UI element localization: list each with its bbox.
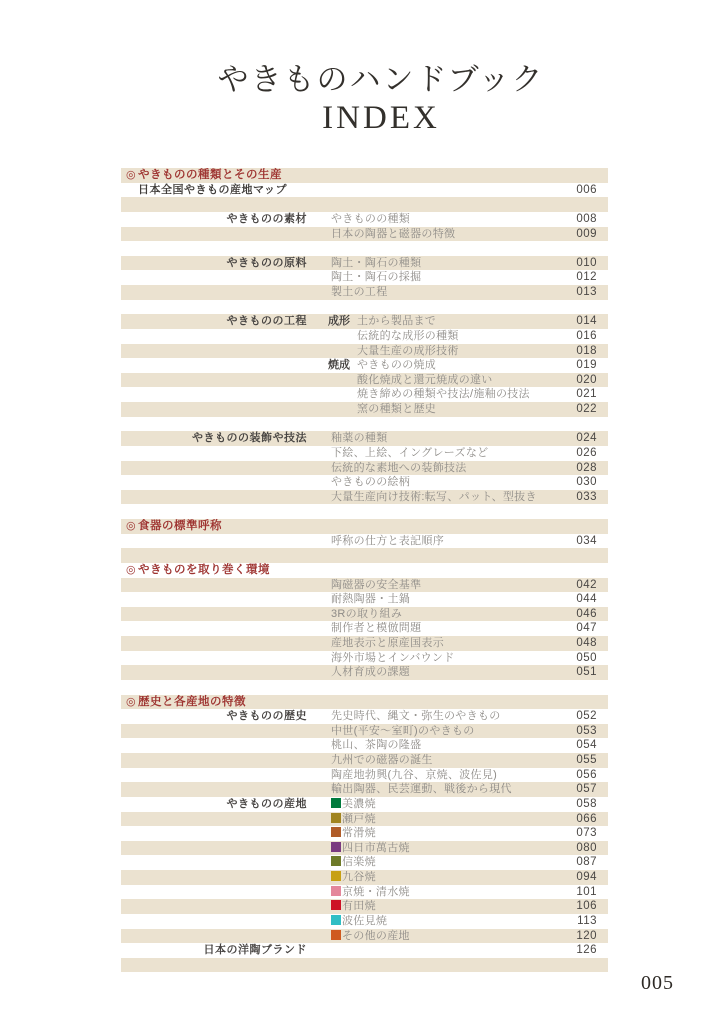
entry-title: やきものの種類 — [331, 212, 411, 225]
category-label: やきものの産地 — [226, 797, 307, 810]
entry-title: やきものの焼成 — [357, 359, 437, 372]
entry-page-number: 018 — [576, 344, 597, 357]
toc-entry-row — [121, 431, 608, 446]
entry-title: やきものの絵柄 — [331, 476, 411, 489]
toc-entry-row — [121, 285, 608, 300]
toc-entry-row — [121, 855, 608, 870]
entry-title: 産地表示と原産国表示 — [331, 637, 444, 649]
entry-title: 大量生産の成形技術 — [357, 344, 459, 357]
toc-entry-row — [121, 709, 608, 724]
toc-section-row — [121, 519, 608, 534]
toc-entry-row — [121, 402, 608, 417]
entry-title: 美濃焼 — [331, 797, 376, 812]
entry-title: 日本の陶器と磁器の特徴 — [331, 227, 456, 240]
entry-title: 海外市場とインバウンド — [331, 651, 455, 664]
entry-page-number: 030 — [576, 476, 597, 489]
entry-page-number: 073 — [576, 827, 597, 840]
toc-entry-row — [121, 227, 608, 242]
toc-entry-row — [121, 636, 608, 651]
entry-title: 先史時代、縄文・弥生のやきもの — [331, 710, 501, 723]
region-color-swatch-icon — [331, 871, 341, 881]
entry-page-number: 080 — [576, 841, 597, 854]
entry-title: 制作者と模倣問題 — [331, 622, 422, 635]
toc-entry-row — [121, 651, 608, 666]
entry-page-number: 056 — [576, 768, 597, 781]
entry-title: 釉薬の種類 — [331, 432, 388, 445]
entry-page-number: 087 — [576, 856, 597, 869]
entry-page-number: 053 — [576, 724, 597, 737]
entry-title: 土から製品まで — [357, 315, 437, 328]
toc-section-row — [121, 695, 608, 710]
toc-entry-row — [121, 358, 608, 373]
category-label: やきものの工程 — [226, 315, 307, 328]
entry-title: 信楽焼 — [331, 855, 376, 870]
section-title: 歴史と各産地の特徴 — [138, 695, 246, 708]
entry-title: 輸出陶器、民芸運動、戦後から現代 — [331, 783, 512, 796]
double-circle-bullet-icon: ◎ — [126, 563, 136, 576]
region-color-swatch-icon — [331, 886, 341, 896]
entry-title: 九谷焼 — [331, 870, 376, 885]
region-color-swatch-icon — [331, 798, 341, 808]
entry-page-number: 048 — [576, 637, 597, 649]
entry-title: 陶産地勃興(九谷、京焼、波佐見) — [331, 768, 498, 781]
section-title: やきものの種類とその生産 — [138, 169, 282, 181]
entry-title: 常滑焼 — [331, 826, 376, 841]
entry-page-number: 051 — [576, 666, 597, 679]
entry-page-number: 046 — [576, 607, 597, 620]
toc-spacer-row — [121, 417, 608, 432]
entry-page-number: 028 — [576, 461, 597, 474]
entry-page-number: 120 — [576, 929, 597, 942]
region-color-swatch-icon — [331, 813, 341, 823]
entry-title: 下絵、上絵、イングレーズなど — [331, 446, 489, 459]
toc-entry-row — [121, 329, 608, 344]
entry-title: 大量生産向け技術:転写、パット、型抜き — [331, 490, 537, 503]
book-title: やきものハンドブック — [217, 62, 545, 97]
toc-entry-row — [121, 461, 608, 476]
toc-entry-row — [121, 797, 608, 812]
toc-spacer-row — [121, 548, 608, 563]
toc-entry-row — [121, 943, 608, 958]
entry-title: 呼称の仕方と表記順序 — [331, 534, 444, 547]
toc-spacer-row — [121, 197, 608, 212]
entry-page-number: 019 — [576, 359, 597, 372]
entry-title: 窯の種類と歴史 — [357, 403, 437, 415]
toc-spacer-row — [121, 958, 608, 973]
toc-entry-row — [121, 534, 608, 549]
entry-page-number: 026 — [576, 446, 597, 459]
entry-page-number: 044 — [576, 593, 597, 606]
toc-entry-row — [121, 475, 608, 490]
entry-title: 製土の工程 — [331, 286, 388, 298]
toc-entry-row — [121, 738, 608, 753]
table-of-contents — [121, 168, 608, 972]
double-circle-bullet-icon: ◎ — [126, 169, 136, 181]
category-label: やきものの装飾や技法 — [192, 432, 307, 445]
toc-spacer-row — [121, 300, 608, 315]
entry-title: 伝統的な成形の種類 — [357, 329, 459, 342]
toc-entry-row — [121, 870, 608, 885]
entry-page-number: 024 — [576, 432, 597, 445]
region-color-swatch-icon — [331, 915, 341, 925]
double-circle-bullet-icon: ◎ — [126, 695, 136, 708]
entry-title: 人材育成の課題 — [331, 666, 411, 679]
entry-page-number: 006 — [576, 183, 597, 196]
entry-page-number: 126 — [576, 944, 597, 957]
entry-page-number: 033 — [576, 490, 597, 503]
toc-entry-row — [121, 782, 608, 797]
region-color-swatch-icon — [331, 930, 341, 940]
toc-spacer-row — [121, 241, 608, 256]
category-label: やきものの歴史 — [226, 710, 307, 723]
toc-entry-row — [121, 256, 608, 271]
index-heading: INDEX — [322, 100, 440, 136]
entry-title: 耐熱陶器・土鍋 — [331, 593, 411, 606]
entry-title: 陶磁器の安全基準 — [331, 578, 422, 591]
section-title: やきものを取り巻く環境 — [138, 563, 270, 576]
toc-entry-row — [121, 885, 608, 900]
entry-page-number: 042 — [576, 578, 597, 591]
entry-page-number: 020 — [576, 373, 597, 386]
page-number: 005 — [641, 972, 674, 994]
toc-entry-row — [121, 578, 608, 593]
toc-entry-row — [121, 753, 608, 768]
entry-title: 陶土・陶石の採掘 — [331, 271, 422, 284]
entry-label: 日本全国やきもの産地マップ — [138, 183, 288, 196]
book-title-block — [20, 60, 722, 136]
entry-page-number: 050 — [576, 651, 597, 664]
entry-page-number: 012 — [576, 271, 597, 284]
toc-entry-row — [121, 929, 608, 944]
entry-title: 伝統的な素地への装飾技法 — [331, 461, 467, 474]
entry-title: 陶土・陶石の種類 — [331, 256, 422, 269]
entry-page-number: 058 — [576, 797, 597, 810]
category-label: やきものの原料 — [226, 256, 307, 269]
entry-page-number: 034 — [576, 534, 597, 547]
region-color-swatch-icon — [331, 827, 341, 837]
entry-title: 九州での磁器の誕生 — [331, 754, 433, 766]
entry-page-number: 055 — [576, 754, 597, 766]
toc-spacer-row — [121, 680, 608, 695]
entry-title: その他の産地 — [331, 929, 410, 944]
entry-page-number: 010 — [576, 256, 597, 269]
toc-entry-row — [121, 724, 608, 739]
entry-title: 桃山、茶陶の隆盛 — [331, 739, 422, 752]
entry-title: 酸化焼成と還元焼成の違い — [357, 373, 493, 386]
toc-entry-row — [121, 270, 608, 285]
entry-page-number: 014 — [576, 315, 597, 328]
entry-title: 瀬戸焼 — [331, 812, 376, 827]
category-label: 日本の洋陶ブランド — [203, 944, 307, 957]
entry-title: 3Rの取り組み — [331, 607, 403, 620]
entry-page-number: 106 — [576, 900, 597, 913]
entry-page-number: 066 — [576, 812, 597, 825]
toc-entry-row — [121, 914, 608, 929]
toc-entry-row — [121, 344, 608, 359]
double-circle-bullet-icon: ◎ — [126, 520, 136, 532]
toc-entry-row — [121, 826, 608, 841]
toc-entry-row — [121, 665, 608, 680]
entry-page-number: 094 — [576, 871, 597, 883]
toc-entry-row — [121, 899, 608, 914]
toc-entry-row — [121, 607, 608, 622]
entry-title: 京焼・清水焼 — [331, 885, 410, 900]
subcategory-label: 成形 — [328, 315, 350, 328]
toc-entry-row — [121, 490, 608, 505]
entry-page-number: 054 — [576, 739, 597, 752]
region-color-swatch-icon — [331, 842, 341, 852]
toc-entry-row — [121, 446, 608, 461]
toc-entry-row — [121, 621, 608, 636]
toc-entry-row — [121, 592, 608, 607]
entry-page-number: 113 — [577, 914, 597, 927]
section-title: 食器の標準呼称 — [138, 520, 222, 532]
entry-page-number: 047 — [576, 622, 597, 635]
subcategory-label: 焼成 — [328, 359, 350, 372]
entry-page-number: 008 — [576, 212, 597, 225]
toc-entry-row — [121, 183, 608, 198]
toc-entry-row — [121, 212, 608, 227]
entry-page-number: 009 — [576, 227, 597, 240]
toc-entry-row — [121, 373, 608, 388]
region-color-swatch-icon — [331, 900, 341, 910]
entry-title: 四日市萬古焼 — [331, 841, 410, 856]
entry-page-number: 022 — [576, 403, 597, 415]
toc-section-row — [121, 563, 608, 578]
entry-page-number: 052 — [576, 710, 597, 723]
toc-entry-row — [121, 841, 608, 856]
toc-entry-row — [121, 812, 608, 827]
entry-title: 有田焼 — [331, 899, 376, 914]
toc-spacer-row — [121, 504, 608, 519]
entry-page-number: 013 — [576, 286, 597, 298]
toc-entry-row — [121, 314, 608, 329]
entry-title: 中世(平安〜室町)のやきもの — [331, 724, 475, 737]
entry-title: 波佐見焼 — [331, 914, 387, 929]
entry-page-number: 101 — [576, 885, 597, 898]
toc-section-row — [121, 168, 608, 183]
entry-page-number: 016 — [576, 329, 597, 342]
toc-entry-row — [121, 387, 608, 402]
region-color-swatch-icon — [331, 856, 341, 866]
entry-page-number: 021 — [576, 388, 597, 401]
category-label: やきものの素材 — [226, 212, 307, 225]
entry-title: 焼き締めの種類や技法/施釉の技法 — [357, 388, 530, 401]
toc-entry-row — [121, 768, 608, 783]
entry-page-number: 057 — [576, 783, 597, 796]
